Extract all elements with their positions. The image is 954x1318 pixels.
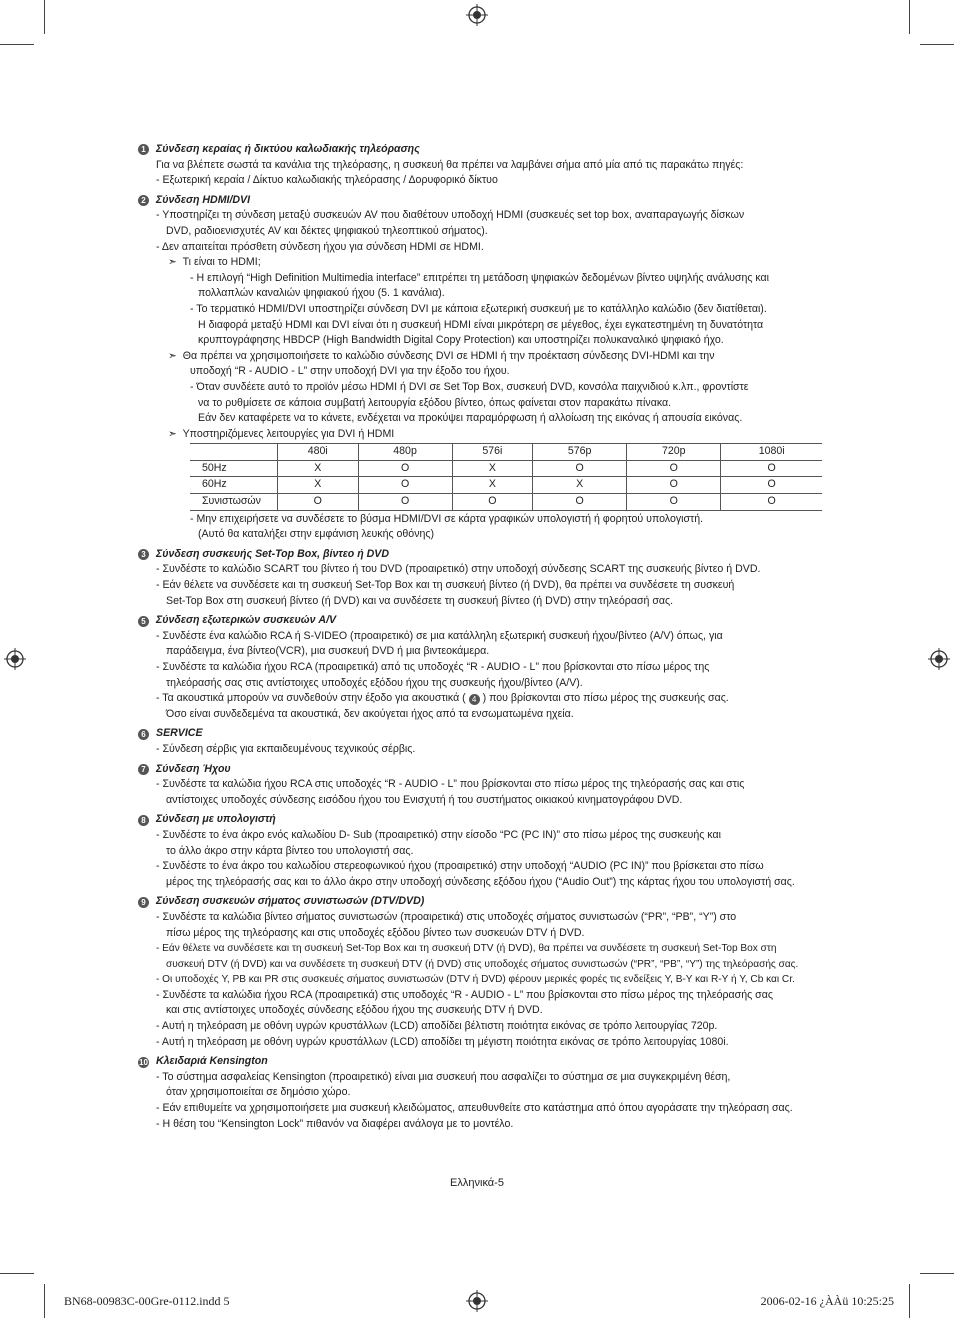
sub-continuation: κρυπτογράφησης HBDCP (High Bandwidth Digital Copy Protection) και υποστηρίζει πολυκαναλικό ψηφιακό ήχο. <box>198 334 724 347</box>
bullet-continuation: αντίστοιχες υποδοχές σύνδεσης εισόδου ήχου του Ενισχυτή ή του συστήματος οικιακού κινηματογράφου DVD. <box>166 793 683 806</box>
section-heading <box>138 1054 828 1070</box>
section-heading <box>138 613 828 629</box>
sub-item: - Το τερματικό HDMI/DVI υποστηρίζει σύνδεση DVI με κάποια εξωτερική συσκευή με το κατάλληλο καλώδιο (δεν διατίθεται). <box>190 302 767 315</box>
crop-mark <box>920 44 954 45</box>
section-number-badge: 5 <box>138 616 149 627</box>
crop-mark <box>44 0 45 34</box>
table-header-cell: 480p <box>358 444 452 461</box>
section-heading <box>138 762 828 778</box>
table-header-cell: 720p <box>627 444 721 461</box>
table-cell: O <box>358 460 452 477</box>
crop-mark <box>909 1284 910 1318</box>
table-cell: Συνιστωσών <box>190 494 278 511</box>
bullet-item: - Συνδέστε τα καλώδια ήχου RCA (προαιρετικά) στις υποδοχές “R - AUDIO - L” που βρίσκονται στο πίσω μέρος της τηλεόρασής σας <box>156 988 773 1001</box>
section-number-badge: 9 <box>138 897 149 908</box>
bullet-item: - Υποστηρίζει τη σύνδεση μεταξύ συσκευών AV που διαθέτουν υποδοχή HDMI (συσκευές set top box, αναπαραγωγής δίσκων <box>156 209 745 222</box>
bullet-item: - Το σύστημα ασφαλείας Kensington (προαιρετικό) είναι μια συσκευή που ασφαλίζει το σύστημα σε μια συγκεκριμένη θέση, <box>156 1070 731 1083</box>
bullet-item: - Συνδέστε τα καλώδια ήχου RCA (προαιρετικά) από τις υποδοχές “R - AUDIO - L” που βρίσκονται στο πίσω μέρος της <box>156 661 710 673</box>
bullet-item: - Η θέση του “Kensington Lock” πιθανόν να διαφέρει ανάλογα με το μοντέλο. <box>156 1117 514 1130</box>
sub-item: - Μην επιχειρήσετε να συνδέσετε το βύσμα HDMI/DVI σε κάρτα γραφικών υπολογιστή ή φορητού υπολογιστή. <box>190 512 704 525</box>
section-number-badge: 3 <box>138 549 149 560</box>
sub-item: - Η επιλογή “High Definition Multimedia interface” επιτρέπει τη μετάδοση ψηφιακών δεδομένων βίντεο υψηλής ανάλυσης και <box>190 271 770 284</box>
note-text: Τι είναι το HDMI; <box>182 256 261 269</box>
note-arrow-icon: ➣ <box>168 427 177 440</box>
sub-continuation: Η διαφορά μεταξύ HDMI και DVI είναι ότι η συσκευή HDMI είναι μικρότερη σε μέγεθος, έχει εγκατεστημένη τη δυνατότητα <box>198 318 764 331</box>
bullet-continuation: τηλεόρασής σας στις αντίστοιχες υποδοχές εξόδου ήχου της συσκευής ήχου/βίντεο (A/V). <box>166 676 583 689</box>
note-arrow-icon: ➣ <box>168 256 177 269</box>
bullet-item: - Αυτή η τηλεόραση με οθόνη υγρών κρυστάλλων (LCD) αποδίδει βέλτιστη ποιότητα εικόνας σε τρόπο λειτουργίας 720p. <box>156 1020 718 1033</box>
section-title: Κλειδαριά Kensington <box>156 1055 268 1068</box>
crop-mark <box>0 44 34 45</box>
table-cell: O <box>358 494 452 511</box>
main-content <box>138 138 828 1132</box>
bullet-item: - Συνδέστε ένα καλώδιο RCA ή S-VIDEO (προαιρετικό) σε μια κατάλληλη εξωτερική συσκευή ήχου/βίντεο (A/V) όπως, για <box>156 629 723 642</box>
table-cell: O <box>627 460 721 477</box>
bullet-item <box>138 691 828 707</box>
registration-mark-icon <box>466 4 488 26</box>
table-cell: 60Hz <box>190 477 278 494</box>
table-cell: O <box>627 494 721 511</box>
section-number-badge: 1 <box>138 144 149 155</box>
bullet-continuation: Set-Top Box στη συσκευή βίντεο (ή DVD) και να συνδέσετε τη συσκευή βίντεο (ή DVD) στην τηλεόρασή σας. <box>166 594 674 607</box>
bullet-item: - Εξωτερική κεραία / Δίκτυο καλωδιακής τηλεόρασης / Δορυφορικό δίκτυο <box>156 174 498 187</box>
table-cell: X <box>533 477 627 494</box>
sub-continuation: πολλαπλών καναλιών ψηφιακού ήχου (5. 1 κανάλια). <box>198 287 445 300</box>
bullet-text: ) που βρίσκονται στο πίσω μέρος της συσκευής σας. <box>482 692 729 705</box>
table-cell: O <box>452 494 533 511</box>
crop-mark <box>44 1284 45 1318</box>
table-cell: X <box>278 460 359 477</box>
bullet-text: - Τα ακουστικά μπορούν να συνδεθούν στην έξοδο για ακουστικά ( <box>156 692 466 705</box>
table-row <box>190 460 822 477</box>
sub-continuation: Εάν δεν καταφέρετε να το κάνετε, ενδέχεται να προκύψει παραμόρφωση ή αλλοίωση της εικόνας ή απουσία εικόνας. <box>198 412 743 425</box>
table-cell: O <box>721 477 822 494</box>
bullet-item: - Συνδέστε τα καλώδια ήχου RCA στις υποδοχές “R - AUDIO - L” που βρίσκονται στο πίσω μέρος της τηλεόρασής σας και στις <box>156 778 745 791</box>
section-title: Σύνδεση εξωτερικών συσκευών A/V <box>156 614 337 627</box>
bullet-item: - Συνδέστε τα καλώδια βίντεο σήματος συνιστωσών (προαιρετικά) στις υποδοχές σήματος συνιστωσών (“PR”, “PB”, “Y”) στο <box>156 910 737 923</box>
table-cell: X <box>452 477 533 494</box>
table-header-cell: 1080i <box>721 444 822 461</box>
table-cell: O <box>721 494 822 511</box>
bullet-item: - Συνδέστε το ένα άκρο ενός καλωδίου D- Sub (προαιρετικό) στην είσοδο “PC (PC IN)” στο πίσω μέρος της συσκευής και <box>156 828 721 841</box>
table-cell: X <box>452 460 533 477</box>
section-number-badge: 10 <box>139 1057 148 1067</box>
bullet-item: - Εάν θέλετε να συνδέσετε και τη συσκευή Set-Top Box και τη συσκευή βίντεο (ή DVD), θα πρέπει να συνδέσετε τη συσκευή <box>156 579 735 592</box>
table-header-cell <box>190 444 278 461</box>
section-title: SERVICE <box>156 727 203 740</box>
dvi-hdmi-modes-table <box>190 443 822 510</box>
bullet-continuation: παράδειγμα, ένα βίντεο(VCR), μια συσκευή DVD ή μια βιντεοκάμερα. <box>166 645 490 658</box>
section-title: Σύνδεση συσκευής Set-Top Box, βίντεο ή DVD <box>156 547 389 560</box>
bullet-item: - Σύνδεση σέρβις για εκπαιδευμένους τεχνικούς σέρβις. <box>156 742 416 755</box>
bullet-continuation: όταν χρησιμοποιείται σε δημόσιο χώρο. <box>166 1086 351 1099</box>
table-row <box>190 494 822 511</box>
table-cell: O <box>627 477 721 494</box>
bullet-continuation: DVD, ραδιοενισχυτές AV και δέκτες ψηφιακού τηλεοπτικού σήματος). <box>166 224 488 237</box>
note-text: Υποστηριζόμενες λειτουργίες για DVI ή HDMI <box>182 427 395 440</box>
sub-continuation: να το ρυθμίσετε σε κάποια συμβατή λειτουργία εξόδου βίντεο, όπως φαίνεται στον παρακάτω πίνακα. <box>198 396 672 409</box>
registration-mark-icon <box>466 1290 488 1312</box>
bullet-continuation: και στις αντίστοιχες υποδοχές σύνδεσης εξόδου ήχου της συσκευής DTV ή DVD. <box>166 1004 543 1017</box>
registration-mark-icon <box>928 648 950 670</box>
section-title: Σύνδεση με υπολογιστή <box>156 813 276 826</box>
sub-continuation: (Αυτό θα καταλήξει στην εμφάνιση λευκής οθόνης) <box>198 528 435 541</box>
bullet-item: - Αυτή η τηλεόραση με οθόνη υγρών κρυστάλλων (LCD) αποδίδει τη μέγιστη ποιότητα εικόνας σε τρόπο λειτουργίας 1080i. <box>156 1035 729 1048</box>
note-item <box>138 255 828 271</box>
note-arrow-icon: ➣ <box>168 349 177 362</box>
headphone-jack-number-badge: 4 <box>469 694 480 705</box>
bullet-item: - Συνδέστε το ένα άκρο του καλωδίου στερεοφωνικού ήχου (προαιρετικό) στην υποδοχή “AUDIO (PC IN)” που βρίσκεται στο πίσω <box>156 860 764 873</box>
crop-mark <box>909 0 910 34</box>
bullet-item: - Εάν επιθυμείτε να χρησιμοποιήσετε μια συσκευή κλειδώματος, απευθυνθείτε στο κατάστημα από όπου αγοράσατε την τηλεόραση σας. <box>156 1102 793 1115</box>
bullet-continuation: πίσω μέρος της τηλεόρασης και στις υποδοχές εξόδου βίντεο των συσκευών DTV ή DVD. <box>166 926 585 939</box>
crop-mark <box>920 1273 954 1274</box>
table-header-cell: 576i <box>452 444 533 461</box>
table-row <box>190 477 822 494</box>
table-header-cell: 480i <box>278 444 359 461</box>
bullet-item: - Δεν απαιτείται πρόσθετη σύνδεση ήχου για σύνδεση HDMI σε HDMI. <box>156 240 484 253</box>
section-heading <box>138 547 828 563</box>
section-title: Σύνδεση HDMI/DVI <box>156 193 251 206</box>
sub-item: - Όταν συνδέετε αυτό το προϊόν μέσω HDMI ή DVI σε Set Top Box, συσκευή DVD, κονσόλα παιχνιδιού κ.λπ., φροντίστε <box>190 380 749 393</box>
section-number-badge: 2 <box>138 195 149 206</box>
bullet-continuation: Όσο είναι συνδεδεμένα τα ακουστικά, δεν ακούγεται ήχος από τα ενσωματωμένα ηχεία. <box>166 707 574 720</box>
section-number-badge: 7 <box>138 764 149 775</box>
section-title: Σύνδεση κεραίας ή δικτύου καλωδιακής τηλεόρασης <box>156 143 420 155</box>
section-heading <box>138 726 828 742</box>
note-continuation: υποδοχή “R - AUDIO - L” στην υποδοχή DVI για την έξοδο του ήχου. <box>190 365 510 378</box>
table-header-cell: 576p <box>533 444 627 461</box>
note-text: Θα πρέπει να χρησιμοποιήσετε το καλώδιο σύνδεσης DVI σε HDMI ή την προέκταση σύνδεσης DVI-HDMI και την <box>182 349 715 362</box>
table-cell: X <box>278 477 359 494</box>
section-heading <box>138 894 828 910</box>
table-cell: O <box>533 494 627 511</box>
section-number-badge: 6 <box>138 729 149 740</box>
section-title: Σύνδεση Ήχου <box>156 762 231 775</box>
crop-mark <box>0 1273 34 1274</box>
table-cell: O <box>721 460 822 477</box>
section-number-badge: 8 <box>138 815 149 826</box>
section-title: Σύνδεση συσκευών σήματος συνιστωσών (DTV/DVD) <box>156 895 425 908</box>
print-footer-timestamp: 2006-02-16 ¿ÀÀü 10:25:25 <box>760 1294 894 1308</box>
bullet-item: - Συνδέστε το καλώδιο SCART του βίντεο ή του DVD (προαιρετικό) στην υποδοχή σύνδεσης SCART της συσκευής βίντεο ή DVD. <box>156 563 761 576</box>
bullet-continuation: το άλλο άκρο στην κάρτα βίντεο του υπολογιστή σας. <box>166 844 414 857</box>
note-item <box>138 349 828 365</box>
bullet-item: - Εάν θέλετε να συνδέσετε και τη συσκευή Set-Top Box και τη συσκευή DTV (ή DVD), θα πρέπει να συνδέσετε τη συσκευή Set-Top Box στη <box>156 943 777 955</box>
table-cell: O <box>358 477 452 494</box>
bullet-item: - Οι υποδοχές Y, PB και PR στις συσκευές σήματος συνιστωσών (DTV ή DVD) φέρουν μερικές φορές τις ενδείξεις Y, B-Y και R-Y ή Y, Cb και Cr. <box>156 974 795 986</box>
table-cell: O <box>533 460 627 477</box>
bullet-continuation: συσκευή DTV (ή DVD) και να συνδέσετε τη συσκευή DTV (ή DVD) στις υποδοχές σήματος συνιστωσών (“PR”, “PB”, “Y”) της τηλεόρασής σας. <box>166 958 799 970</box>
paragraph: Για να βλέπετε σωστά τα κανάλια της τηλεόρασης, η συσκευή θα πρέπει να λαμβάνει σήμα από μία από τις παρακάτω πηγές: <box>156 158 744 171</box>
table-cell: O <box>278 494 359 511</box>
page-number: Ελληνικά-5 <box>450 1177 504 1189</box>
print-footer-filename: BN68-00983C-00Gre-0112.indd 5 <box>64 1294 230 1308</box>
section-heading <box>138 812 828 828</box>
section-heading <box>138 142 828 158</box>
section-heading <box>138 193 828 209</box>
registration-mark-icon <box>4 648 26 670</box>
table-cell: 50Hz <box>190 460 278 477</box>
bullet-continuation: μέρος της τηλεόρασής σας και το άλλο άκρο στην υποδοχή σύνδεσης εξόδου ήχου (“Audio Out”) της κάρτας ήχου του υπολογιστή σας. <box>166 875 795 888</box>
table-header-row <box>190 444 822 461</box>
note-item <box>138 427 828 443</box>
